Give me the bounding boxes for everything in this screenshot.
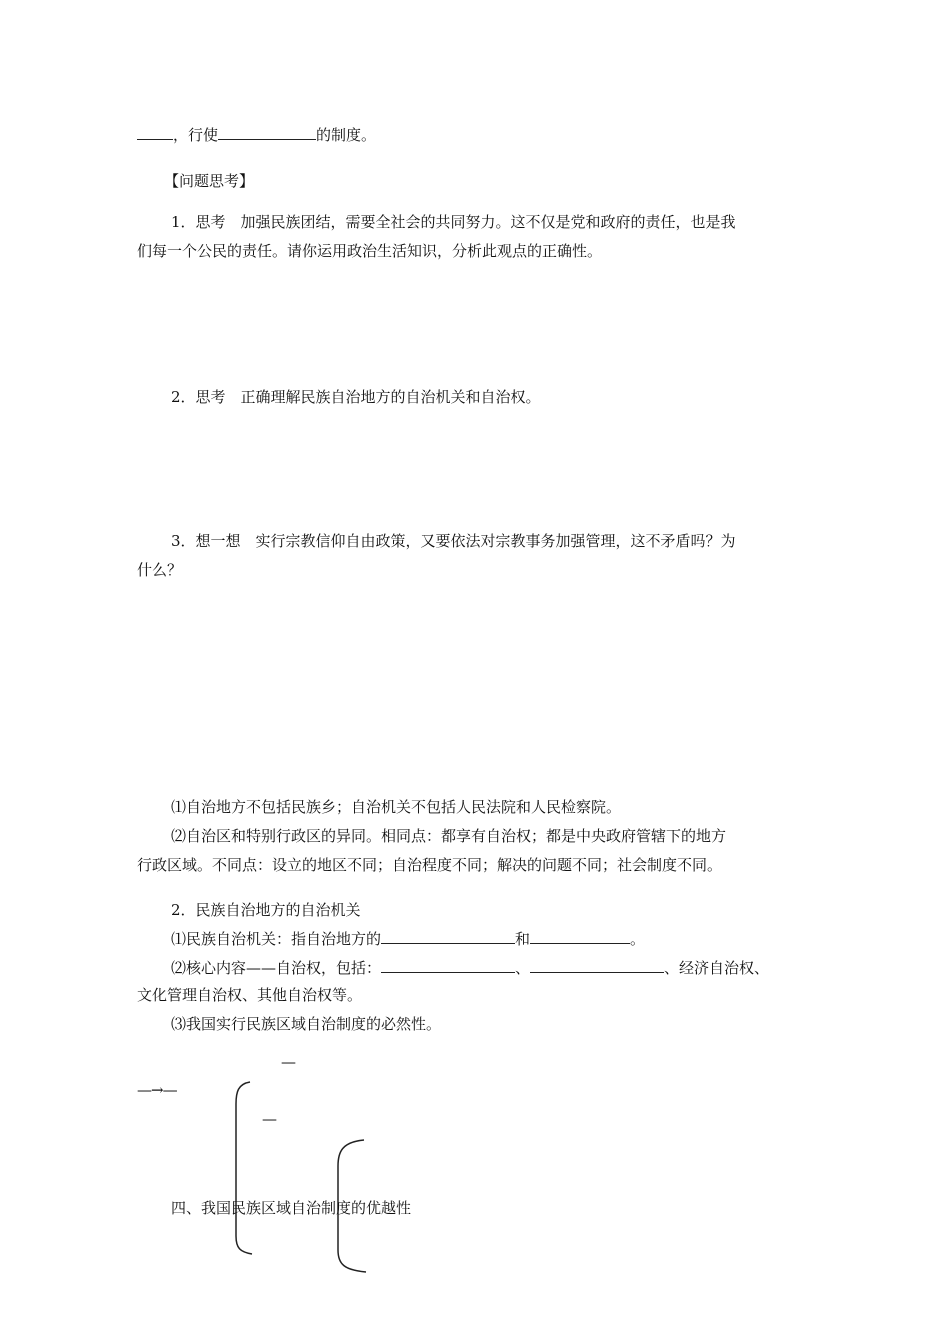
item-1-mid: 和 <box>515 930 531 948</box>
note-1: ⑴自治地方不包括民族乡；自治机关不包括人民法院和人民检察院。 <box>171 798 622 816</box>
line-1-end: 的制度。 <box>316 126 377 144</box>
section-2-item-3: ⑶我国实行民族区域自治制度的必然性。 <box>171 1015 442 1033</box>
left-bracket <box>236 1082 252 1254</box>
note-2-line-b: 行政区域。不同点：设立的地区不同；自治程度不同；解决的问题不同；社会制度不同。 <box>137 856 723 874</box>
item-1-end: 。 <box>630 930 646 948</box>
item-2-pre: ⑵核心内容——自治权，包括： <box>171 959 382 977</box>
section-4-title: 四、我国民族区域自治制度的优越性 <box>171 1199 412 1217</box>
question-3-line-a: 3．想一想 实行宗教信仰自由政策，又要依法对宗教事务加强管理，这不矛盾吗？为 <box>171 532 736 550</box>
heading-question-thinking: 【问题思考】 <box>164 172 255 190</box>
section-2-item-2-cont: 文化管理自治权、其他自治权等。 <box>137 986 363 1004</box>
question-1-line-a: 1．思考 加强民族团结，需要全社会的共同努力。这不仅是党和政府的责任，也是我 <box>171 213 736 231</box>
item-2-sep: 、 <box>515 959 531 977</box>
diagram-dash-top: — <box>281 1053 296 1071</box>
question-3-line-b: 什么？ <box>137 561 183 579</box>
item-1-pre: ⑴民族自治机关：指自治地方的 <box>171 930 382 948</box>
line-1-mid: ，行使 <box>173 126 219 144</box>
diagram-dash-mid: — <box>262 1110 277 1128</box>
question-2: 2．思考 正确理解民族自治地方的自治机关和自治权。 <box>171 388 541 406</box>
note-2-line-a: ⑵自治区和特别行政区的异同。相同点：都享有自治权；都是中央政府管辖下的地方 <box>171 827 727 845</box>
section-2-title: 2．民族自治地方的自治机关 <box>171 901 361 919</box>
diagram-arrow-row: —→— <box>137 1081 177 1099</box>
item-2-end: 、经济自治权、 <box>664 959 770 977</box>
question-1-line-b: 们每一个公民的责任。请你运用政治生活知识，分析此观点的正确性。 <box>137 242 603 260</box>
